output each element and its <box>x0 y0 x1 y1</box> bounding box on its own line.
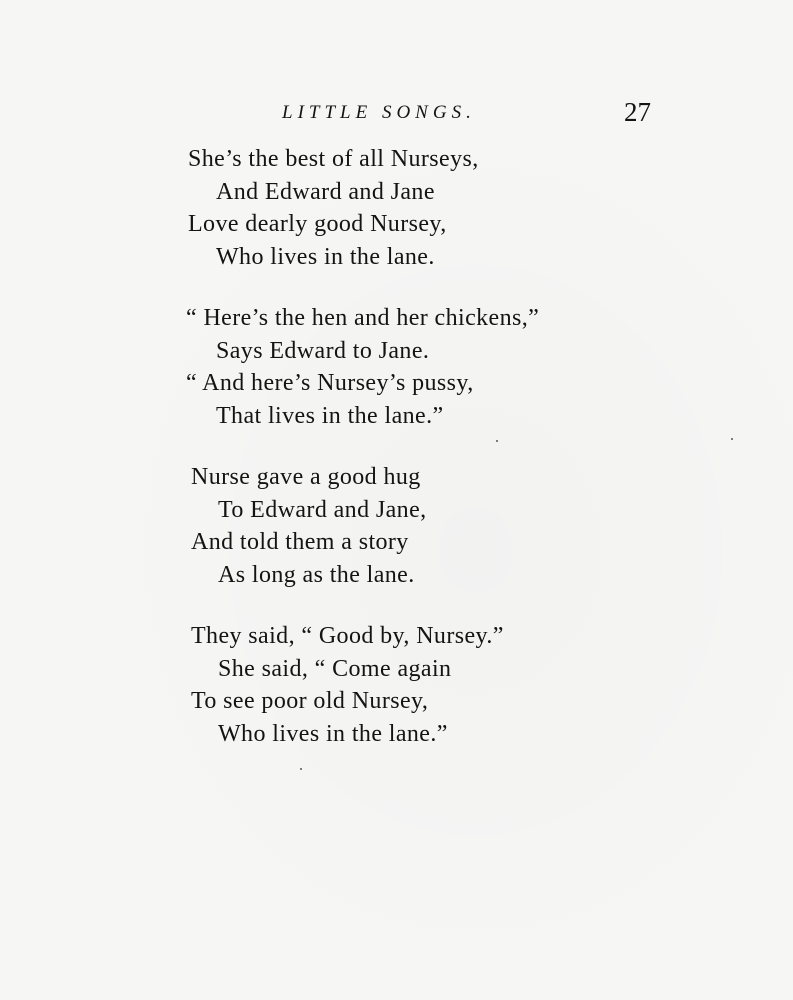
poem-line: They said, “ Good by, Nursey.” <box>191 623 504 649</box>
page-number: 27 <box>624 97 651 127</box>
poem-line: And Edward and Jane <box>216 178 435 205</box>
stanza-4 <box>0 620 793 750</box>
poem-line: She’s the best of all Nurseys, <box>188 146 479 172</box>
running-header <box>0 98 793 128</box>
poem-line: As long as the lane. <box>218 561 415 588</box>
poem-line: Says Edward to Jane. <box>216 337 430 364</box>
poem-line: “ And here’s Nursey’s pussy, <box>186 370 474 396</box>
running-title: LITTLE SONGS. <box>282 102 476 123</box>
poem-line: Who lives in the lane.” <box>218 720 448 747</box>
poem-line: She said, “ Come again <box>218 655 452 682</box>
poem-line: And told them a story <box>191 529 409 555</box>
print-speck <box>496 440 498 442</box>
poem-line: Who lives in the lane. <box>216 243 435 270</box>
poem-line: To Edward and Jane, <box>218 496 427 523</box>
print-speck <box>300 768 302 770</box>
print-speck <box>731 438 733 440</box>
poem-line: “ Here’s the hen and her chickens,” <box>186 305 540 331</box>
poem-line: Love dearly good Nursey, <box>188 211 447 237</box>
stanza-3 <box>0 461 793 591</box>
stanza-2 <box>0 302 793 432</box>
poem-line: To see poor old Nursey, <box>191 688 429 714</box>
poem <box>0 143 793 779</box>
poem-line: Nurse gave a good hug <box>191 464 421 490</box>
stanza-1 <box>0 143 793 273</box>
poem-line: That lives in the lane.” <box>216 402 444 429</box>
